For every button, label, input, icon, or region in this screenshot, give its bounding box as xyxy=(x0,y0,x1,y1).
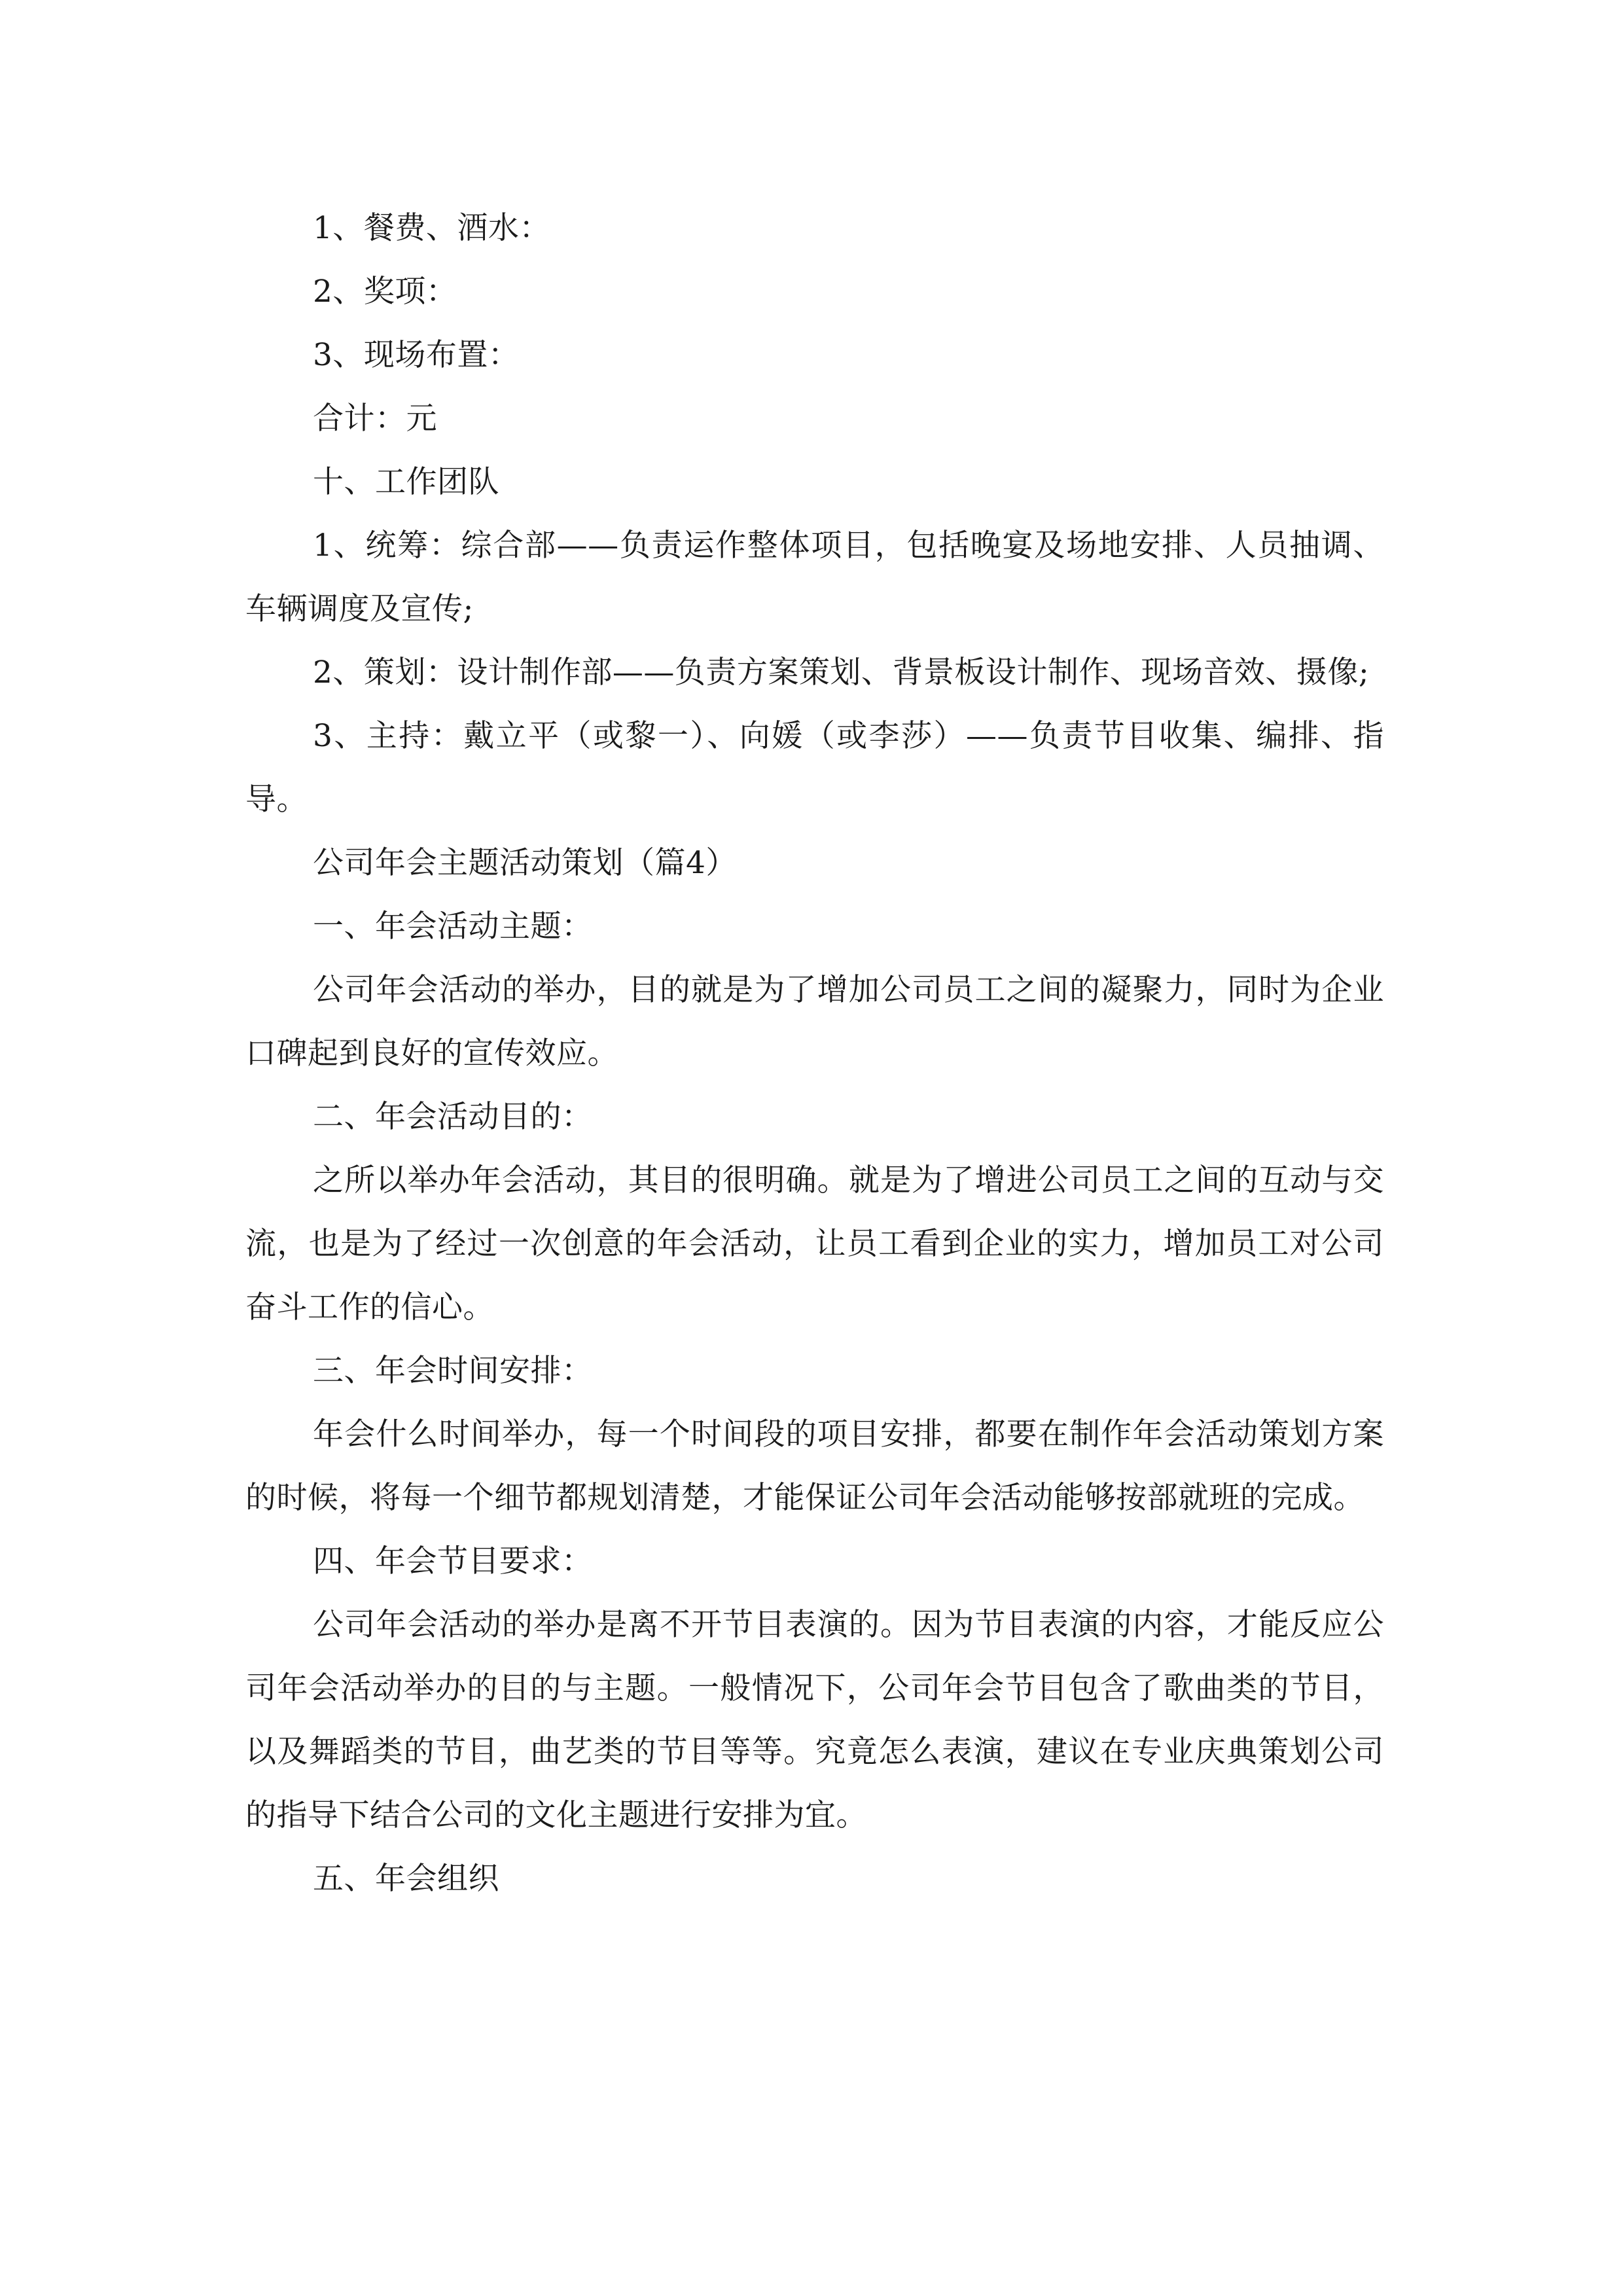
document-page xyxy=(245,196,1384,1910)
paragraph-purpose: 之所以举办年会活动，其目的很明确。就是为了增进公司员工之间的互动与交流，也是为了经过一次创意的年会活动，让员工看到企业的实力，增加员工对公司奋斗工作的信心。 xyxy=(245,1162,1384,1325)
list-item-catering: 1、餐费、酒水： xyxy=(313,210,550,246)
team-item-coordination: 1、统筹：综合部——负责运作整体项目，包括晚宴及场地安排、人员抽调、车辆调度及宣传; xyxy=(245,528,1384,627)
section-heading-team: 十、工作团队 xyxy=(313,464,499,500)
paragraph-program: 公司年会活动的举办是离不开节目表演的。因为节目表演的内容，才能反应公司年会活动举办的目的与主题。一般情况下，公司年会节目包含了歌曲类的节目，以及舞蹈类的节目，曲艺类的节目等等。究竟怎么表演，建议在专业庆典策划公司的指导下结合公司的文化主题进行安排为宜。 xyxy=(245,1607,1384,1833)
team-item-planning: 2、策划：设计制作部——负责方案策划、背景板设计制作、现场音效、摄像; xyxy=(313,655,1370,691)
paragraph-schedule: 年会什么时间举办，每一个时间段的项目安排，都要在制作年会活动策划方案的时候，将每一个细节都规划清楚，才能保证公司年会活动能够按部就班的完成。 xyxy=(245,1416,1384,1516)
section-heading-organization: 五、年会组织 xyxy=(313,1861,499,1897)
section-heading-program: 四、年会节目要求： xyxy=(313,1543,593,1579)
paragraph-theme: 公司年会活动的举办，目的就是为了增加公司员工之间的凝聚力，同时为企业口碑起到良好的宣传效应。 xyxy=(245,972,1384,1071)
list-item-awards: 2、奖项： xyxy=(313,274,457,310)
list-item-venue-setup: 3、现场布置： xyxy=(313,337,520,373)
total-line: 合计：元 xyxy=(313,401,437,437)
article-title: 公司年会主题活动策划（篇4） xyxy=(313,845,737,881)
section-heading-schedule: 三、年会时间安排： xyxy=(313,1353,593,1389)
team-item-hosts: 3、主持：戴立平（或黎一）、向媛（或李莎）——负责节目收集、编排、指导。 xyxy=(245,718,1384,817)
section-heading-theme: 一、年会活动主题： xyxy=(313,908,593,944)
section-heading-purpose: 二、年会活动目的： xyxy=(313,1099,593,1135)
